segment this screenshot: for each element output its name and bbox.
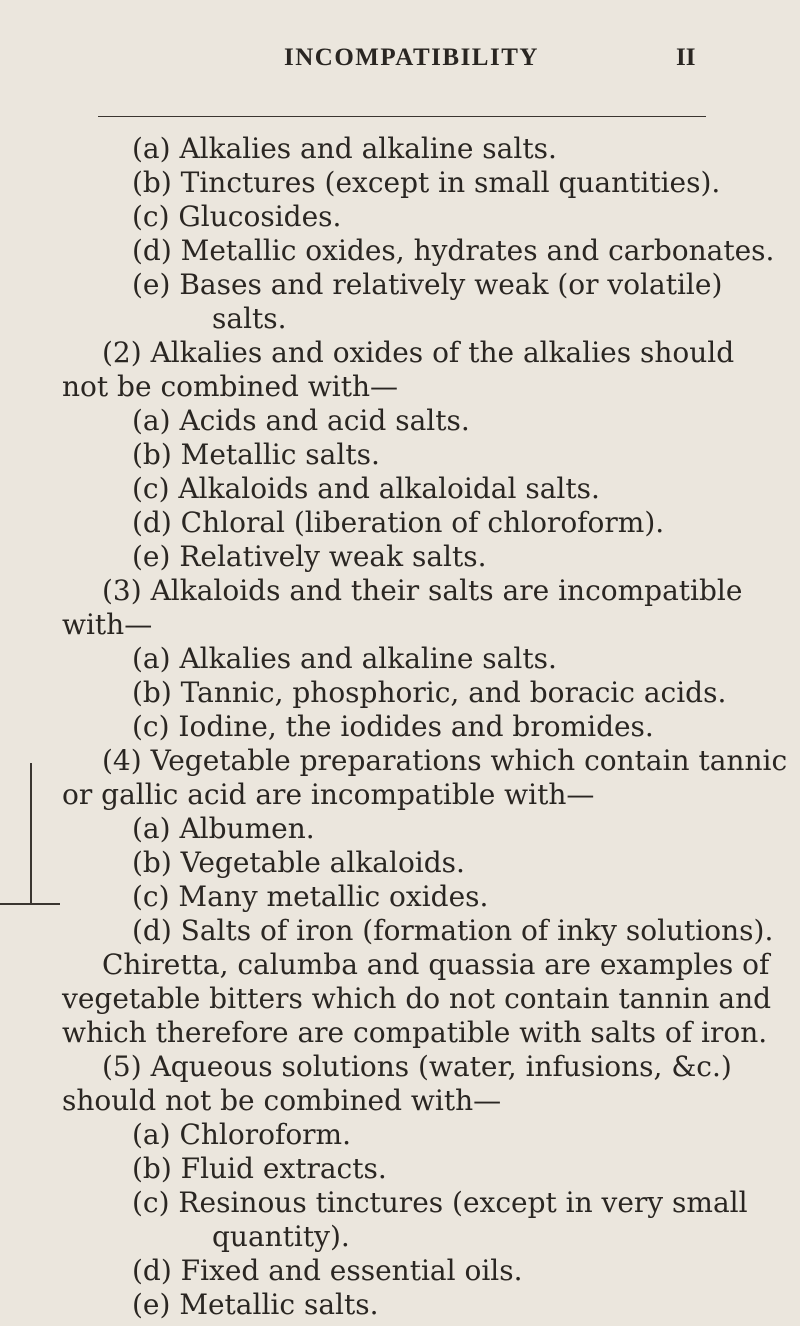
text-line: vegetable bitters which do not contain tannin and bbox=[62, 982, 772, 1015]
text-line: (a) Chloroform. bbox=[132, 1118, 352, 1151]
text-line: (c) Glucosides. bbox=[132, 200, 342, 233]
text-line: (c) Alkaloids and alkaloidal salts. bbox=[132, 472, 600, 505]
text-line: (5) Aqueous solutions (water, infusions, &c.) bbox=[102, 1050, 732, 1083]
text-line: (a) Acids and acid salts. bbox=[132, 404, 470, 437]
text-line: (b) Tinctures (except in small quantities). bbox=[132, 166, 721, 199]
text-line: (b) Tannic, phosphoric, and boracic acids. bbox=[132, 676, 727, 709]
page-number: II bbox=[676, 44, 696, 71]
text-line: (b) Fluid extracts. bbox=[132, 1152, 387, 1185]
text-line: with— bbox=[62, 608, 153, 641]
text-line: should not be combined with— bbox=[62, 1084, 502, 1117]
text-line: (d) Chloral (liberation of chloroform). bbox=[132, 506, 665, 539]
text-line: (d) Metallic oxides, hydrates and carbonates. bbox=[132, 234, 775, 267]
text-line: (b) Metallic salts. bbox=[132, 438, 380, 471]
text-line: (a) Albumen. bbox=[132, 812, 315, 845]
text-line: (3) Alkaloids and their salts are incompatible bbox=[102, 574, 743, 607]
margin-mark bbox=[30, 763, 32, 903]
text-line: or gallic acid are incompatible with— bbox=[62, 778, 595, 811]
page-header bbox=[0, 44, 800, 84]
text-line: Chiretta, calumba and quassia are examples of bbox=[102, 948, 770, 981]
text-line: (b) Vegetable alkaloids. bbox=[132, 846, 465, 879]
running-title: INCOMPATIBILITY bbox=[284, 44, 539, 71]
text-line: (a) Alkalies and alkaline salts. bbox=[132, 132, 557, 165]
text-line: (d) Fixed and essential oils. bbox=[132, 1254, 523, 1287]
text-line: (e) Relatively weak salts. bbox=[132, 540, 487, 573]
text-line: (2) Alkalies and oxides of the alkalies should bbox=[102, 336, 735, 369]
text-line: (d) Salts of iron (formation of inky solutions). bbox=[132, 914, 774, 947]
text-line: (c) Many metallic oxides. bbox=[132, 880, 489, 913]
text-line: salts. bbox=[212, 302, 287, 335]
text-line: (a) Alkalies and alkaline salts. bbox=[132, 642, 557, 675]
text-line: quantity). bbox=[212, 1220, 350, 1253]
text-line: not be combined with— bbox=[62, 370, 399, 403]
text-line: (c) Resinous tinctures (except in very small bbox=[132, 1186, 748, 1219]
margin-tick bbox=[0, 903, 60, 905]
text-line: (4) Vegetable preparations which contain tannic bbox=[102, 744, 788, 777]
text-line: (e) Metallic salts. bbox=[132, 1288, 379, 1321]
text-line: which therefore are compatible with salts of iron. bbox=[62, 1016, 768, 1049]
header-rule bbox=[98, 116, 706, 117]
text-line: (c) Iodine, the iodides and bromides. bbox=[132, 710, 654, 743]
text-line: (e) Bases and relatively weak (or volatile) bbox=[132, 268, 723, 301]
